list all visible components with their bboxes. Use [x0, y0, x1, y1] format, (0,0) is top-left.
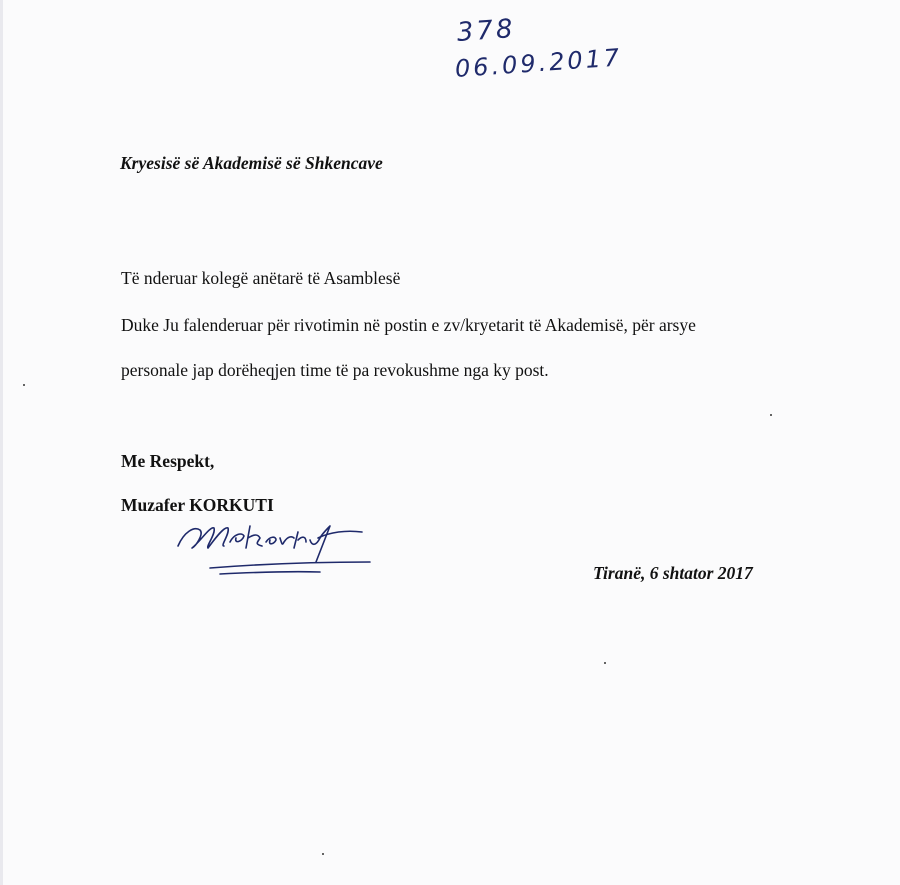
- scan-edge: [0, 0, 3, 885]
- letter-addressee: Kryesisë së Akademisë së Shkencave: [120, 153, 383, 173]
- scan-speck: [322, 853, 324, 855]
- scan-speck: [23, 384, 25, 386]
- handwritten-reference-number: 378: [455, 13, 517, 49]
- letter-greeting: Të nderuar kolegë anëtarë të Asamblesë: [121, 268, 401, 288]
- scan-speck: [604, 662, 606, 664]
- letter-closing: Me Respekt,: [121, 451, 215, 471]
- letter-body-line-1: Duke Ju falenderuar për rivotimin në postin e zv/kryetarit të Akademisë, për arsye: [121, 315, 696, 335]
- handwritten-signature: [170, 512, 380, 582]
- signer-name: Muzafer KORKUTI: [121, 495, 274, 515]
- scan-speck: [770, 414, 772, 416]
- handwritten-reference-date: 06.09.2017: [454, 43, 624, 83]
- letter-place-date: Tiranë, 6 shtator 2017: [593, 563, 753, 583]
- letter-body-line-2: personale jap dorëheqjen time të pa revokushme nga ky post.: [121, 360, 549, 380]
